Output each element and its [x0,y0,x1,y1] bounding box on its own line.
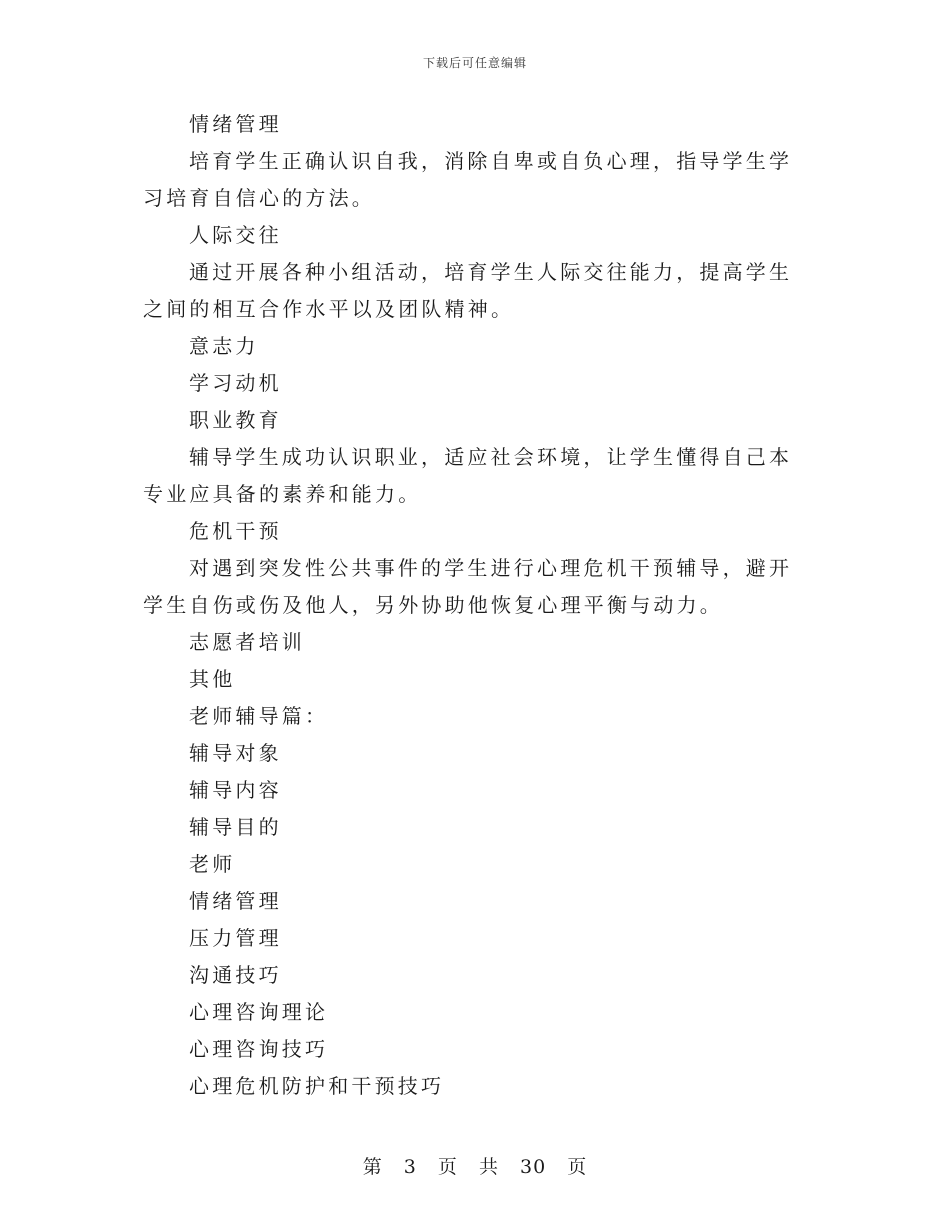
paragraph: 学习动机 [189,371,282,395]
footer-current-page: 3 [403,1156,417,1178]
paragraph: 心理危机防护和干预技巧 [189,1074,445,1098]
paragraph: 辅导学生成功认识职业，适应社会环境，让学生懂得自己本专业应具备的素养和能力。 [143,445,793,506]
paragraph: 职业教育 [189,408,282,432]
paragraph: 人际交往 [189,223,282,247]
paragraph: 意志力 [189,334,259,358]
footer-total-word: 共 [478,1156,499,1178]
paragraph: 老师 [189,852,236,876]
paragraph: 心理咨询技巧 [189,1037,329,1061]
paragraph: 志愿者培训 [189,630,305,654]
paragraph: 辅导目的 [189,815,282,839]
paragraph: 沟通技巧 [189,963,282,987]
paragraph: 培育学生正确认识自我，消除自卑或自负心理，指导学生学习培育自信心的方法。 [143,149,793,210]
footer-page-word: 页 [437,1156,458,1178]
paragraph: 情绪管理 [189,889,282,913]
paragraph: 危机干预 [189,519,282,543]
footer-prefix: 第 [362,1156,383,1178]
page-footer [0,1152,950,1179]
paragraph: 其他 [189,667,236,691]
paragraph: 心理咨询理论 [189,1000,329,1024]
document-body [143,106,798,1105]
paragraph: 辅导内容 [189,778,282,802]
page-header-note: 下载后可任意编辑 [422,56,527,70]
paragraph: 对遇到突发性公共事件的学生进行心理危机干预辅导，避开学生自伤或伤及他人，另外协助他恢复心理平衡与动力。 [143,556,793,617]
paragraph: 辅导对象 [189,741,282,765]
paragraph: 通过开展各种小组活动，培育学生人际交往能力，提高学生之间的相互合作水平以及团队精神。 [143,260,793,321]
paragraph: 老师辅导篇： [189,704,329,728]
footer-suffix: 页 [567,1156,588,1178]
paragraph: 情绪管理 [189,112,282,136]
footer-total-pages: 30 [520,1156,547,1178]
paragraph: 压力管理 [189,926,282,950]
